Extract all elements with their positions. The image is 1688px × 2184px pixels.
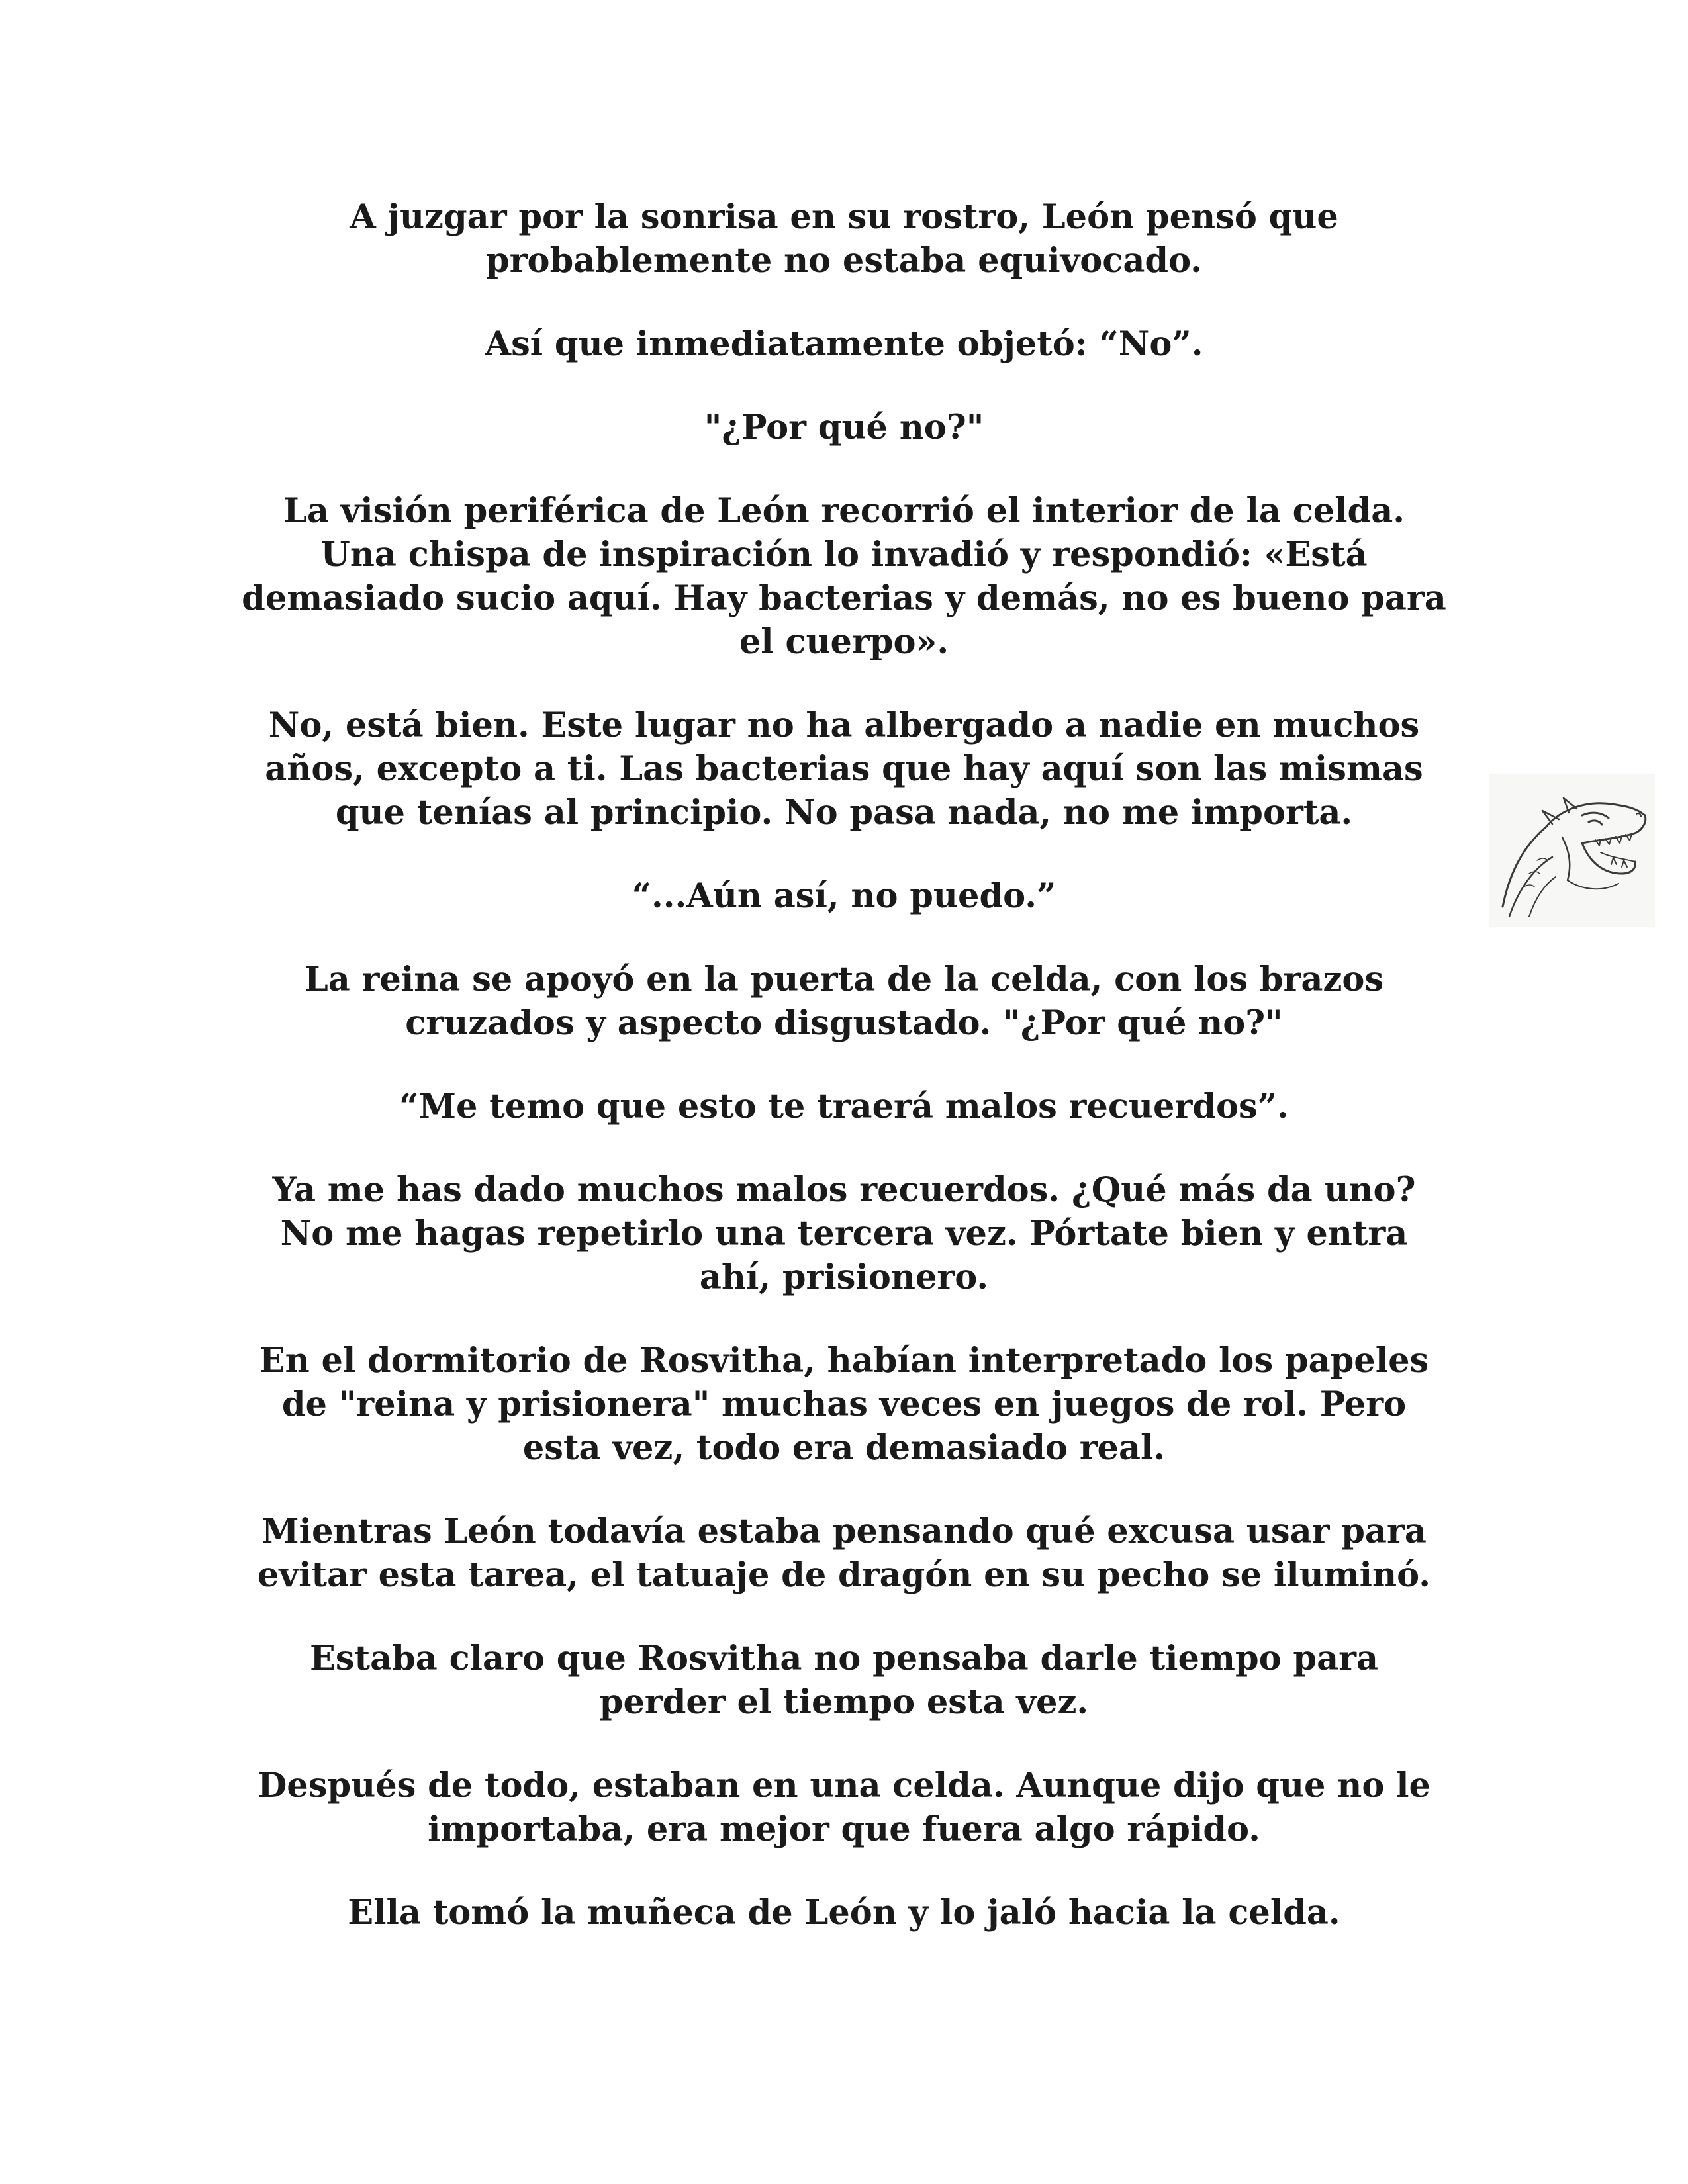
text-line: Ya me has dado muchos malos recuerdos. ¿Qué más da uno? (272, 1170, 1416, 1210)
text-line: En el dormitorio de Rosvitha, habían interpretado los papeles (259, 1341, 1429, 1381)
text-line: probablemente no estaba equivocado. (486, 241, 1202, 281)
text-line: Después de todo, estaban en una celda. Aunque dijo que no le (258, 1766, 1430, 1805)
paragraph (218, 1168, 1470, 1299)
text-line: ahí, prisionero. (699, 1257, 989, 1297)
text-line: perder el tiempo esta vez. (599, 1682, 1089, 1722)
text-line: Ella tomó la muñeca de León y lo jaló hacia la celda. (348, 1893, 1340, 1933)
paragraph (218, 1085, 1470, 1128)
text-line: esta vez, todo era demasiado real. (522, 1428, 1166, 1468)
text-line: Así que inmediatamente objetó: “No”. (485, 324, 1203, 364)
paragraph (218, 1339, 1470, 1470)
text-line: La reina se apoyó en la puerta de la celda, con los brazos (304, 960, 1384, 999)
story-text (218, 195, 1470, 1974)
text-line: No, está bien. Este lugar no ha albergado a nadie en muchos (268, 705, 1420, 745)
paragraph (218, 1764, 1470, 1851)
text-line: importaba, era mejor que fuera algo rápido. (428, 1809, 1260, 1849)
paragraph (218, 874, 1470, 918)
text-line: años, excepto a ti. Las bacterias que hay aquí son las mismas (265, 749, 1423, 789)
paragraph (218, 704, 1470, 835)
text-line: "¿Por qué no?" (704, 408, 984, 447)
dragon-head-sketch-icon (1489, 774, 1655, 927)
text-line: el cuerpo». (739, 622, 949, 662)
paragraph (218, 1637, 1470, 1724)
text-line: demasiado sucio aquí. Hay bacterias y demás, no es bueno para (242, 578, 1446, 618)
text-line: No me hagas repetirlo una tercera vez. Pórtate bien y entra (280, 1214, 1408, 1253)
text-line: cruzados y aspecto disgustado. "¿Por qué no?" (405, 1003, 1283, 1043)
paragraph (218, 489, 1470, 664)
paragraph (218, 322, 1470, 366)
paragraph (218, 406, 1470, 449)
paragraph (218, 1891, 1470, 1934)
paragraph (218, 1510, 1470, 1597)
text-line: de "reina y prisionera" muchas veces en juegos de rol. Pero (281, 1385, 1407, 1424)
text-line: Una chispa de inspiración lo invadió y respondió: «Está (320, 535, 1368, 574)
text-line: “...Aún así, no puedo.” (632, 876, 1056, 916)
text-line: La visión periférica de León recorrió el interior de la celda. (283, 491, 1405, 531)
paragraph (218, 958, 1470, 1045)
text-line: A juzgar por la sonrisa en su rostro, León pensó que (350, 197, 1338, 237)
text-line: evitar esta tarea, el tatuaje de dragón en su pecho se iluminó. (257, 1555, 1431, 1595)
text-line: que tenías al principio. No pasa nada, no me importa. (335, 793, 1353, 833)
text-line: Mientras León todavía estaba pensando qué excusa usar para (261, 1512, 1427, 1551)
paragraph (218, 195, 1470, 283)
text-line: “Me temo que esto te traerá malos recuerdos”. (399, 1087, 1289, 1126)
text-line: Estaba claro que Rosvitha no pensaba darle tiempo para (309, 1639, 1379, 1678)
